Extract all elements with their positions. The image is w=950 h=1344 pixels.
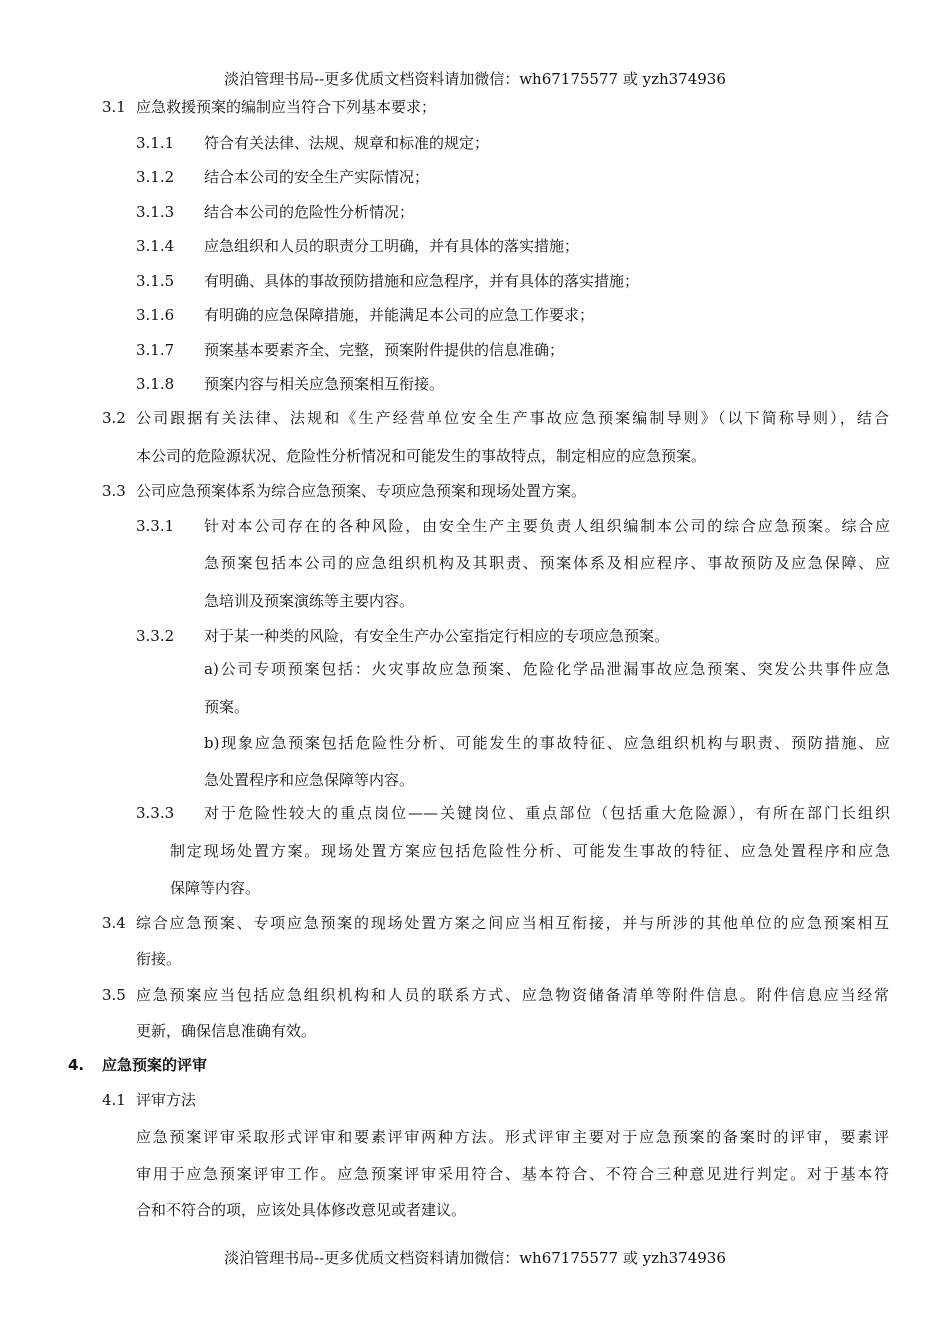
page-footer: 淡泊管理书局--更多优质文档资料请加微信：wh67175577 或 yzh374936 xyxy=(224,1249,726,1267)
clause-text: 公司应急预案体系为综合应急预案、专项应急预案和现场处置方案。 xyxy=(136,482,587,500)
clause-text: 预案基本要素齐全、完整，预案附件提供的信息准确； xyxy=(204,341,565,359)
clause-number: 3.3.1 xyxy=(136,517,175,535)
clause-number: 3.2 xyxy=(102,409,126,427)
clause-3-3-1-line2: 急预案包括本公司的应急组织机构及其职责、预案体系及相应程序、事故预防及应急保障、应 xyxy=(204,554,890,572)
clause-3-3-2-b-line2: 急处置程序和应急保障等内容。 xyxy=(204,771,415,789)
clause-number: 3.1 xyxy=(102,98,126,116)
clause-text: 有明确的应急保障措施，并能满足本公司的应急工作要求； xyxy=(204,306,595,324)
clause-text: 符合有关法律、法规、规章和标准的规定； xyxy=(204,134,490,152)
clause-3-4-cont: 衔接。 xyxy=(136,950,182,968)
clause-4-1-para-line2: 审用于应急预案评审工作。应急预案评审采用符合、基本符合、不符合三种意见进行判定。对于基本符 xyxy=(136,1165,889,1183)
clause-text: 应急救援预案的编制应当符合下列基本要求； xyxy=(136,98,437,116)
clause-3-5-cont: 更新，确保信息准确有效。 xyxy=(136,1022,317,1040)
clause-3-3-2-a-line1: a)公司专项预案包括：火灾事故应急预案、危险化学品泄漏事故应急预案、突发公共事件应急 xyxy=(204,660,890,678)
clause-3-3-1-line3: 急培训及预案演练等主要内容。 xyxy=(204,592,415,610)
clause-number: 3.1.1 xyxy=(136,134,175,152)
clause-text: 评审方法 xyxy=(136,1091,197,1109)
clause-number: 3.1.2 xyxy=(136,168,175,186)
section-number: 4. xyxy=(68,1056,85,1074)
clause-text-line: 公司跟据有关法律、法规和《生产经营单位安全生产事故应急预案编制导则》（以下简称导则），结合 xyxy=(136,409,889,427)
clause-text-line: 应急预案应当包括应急组织机构和人员的联系方式、应急物资储备清单等附件信息。附件信息应当经常 xyxy=(136,986,889,1004)
clause-text: 有明确、具体的事故预防措施和应急程序，并有具体的落实措施； xyxy=(204,272,640,290)
clause-text: 结合本公司的危险性分析情况； xyxy=(204,203,415,221)
clause-number: 3.1.5 xyxy=(136,272,175,290)
clause-3-3-3-line3: 保障等内容。 xyxy=(170,879,261,897)
clause-number: 3.5 xyxy=(102,986,126,1004)
clause-number: 3.1.7 xyxy=(136,341,175,359)
clause-text-line: 针对本公司存在的各种风险，由安全生产主要负责人组织编制本公司的综合应急预案。综合应 xyxy=(204,517,890,535)
clause-number: 3.3.3 xyxy=(136,804,175,822)
clause-text: 预案内容与相关应急预案相互衔接。 xyxy=(204,375,445,393)
clause-text: 结合本公司的安全生产实际情况； xyxy=(204,168,430,186)
clause-number: 3.1.3 xyxy=(136,203,175,221)
clause-number: 3.3.2 xyxy=(136,627,175,645)
clause-3-3-3-line2: 制定现场处置方案。现场处置方案应包括危险性分析、可能发生事故的特征、应急处置程序和应急 xyxy=(170,842,890,860)
clause-4-1-para-line3: 合和不符合的项，应该处具体修改意见或者建议。 xyxy=(136,1201,467,1219)
clause-text-line: 综合应急预案、专项应急预案的现场处置方案之间应当相互衔接，并与所涉的其他单位的应急预案相互 xyxy=(136,914,889,932)
clause-text: 应急组织和人员的职责分工明确，并有具体的落实措施； xyxy=(204,237,580,255)
clause-number: 3.1.6 xyxy=(136,306,175,324)
clause-number: 3.3 xyxy=(102,482,126,500)
clause-3-2-cont: 本公司的危险源状况、危险性分析情况和可能发生的事故特点，制定相应的应急预案。 xyxy=(136,447,707,465)
clause-3-3-2-b-line1: b)现象应急预案包括危险性分析、可能发生的事故特征、应急组织机构与职责、预防措施、应 xyxy=(204,734,890,752)
clause-text-line: 对于危险性较大的重点岗位——关键岗位、重点部位（包括重大危险源），有所在部门长组织 xyxy=(204,804,890,822)
page-header: 淡泊管理书局--更多优质文档资料请加微信：wh67175577 或 yzh374936 xyxy=(224,70,726,88)
clause-4-1-para-line1: 应急预案评审采取形式评审和要素评审两种方法。形式评审主要对于应急预案的备案时的评审，要素评 xyxy=(136,1128,889,1146)
clause-number: 3.1.8 xyxy=(136,375,175,393)
clause-number: 3.4 xyxy=(102,914,126,932)
section-title: 应急预案的评审 xyxy=(102,1056,208,1074)
clause-number: 3.1.4 xyxy=(136,237,175,255)
clause-number: 4.1 xyxy=(102,1091,126,1109)
clause-text: 对于某一种类的风险，有安全生产办公室指定行相应的专项应急预案。 xyxy=(204,627,670,645)
clause-3-3-2-a-line2: 预案。 xyxy=(204,698,250,716)
